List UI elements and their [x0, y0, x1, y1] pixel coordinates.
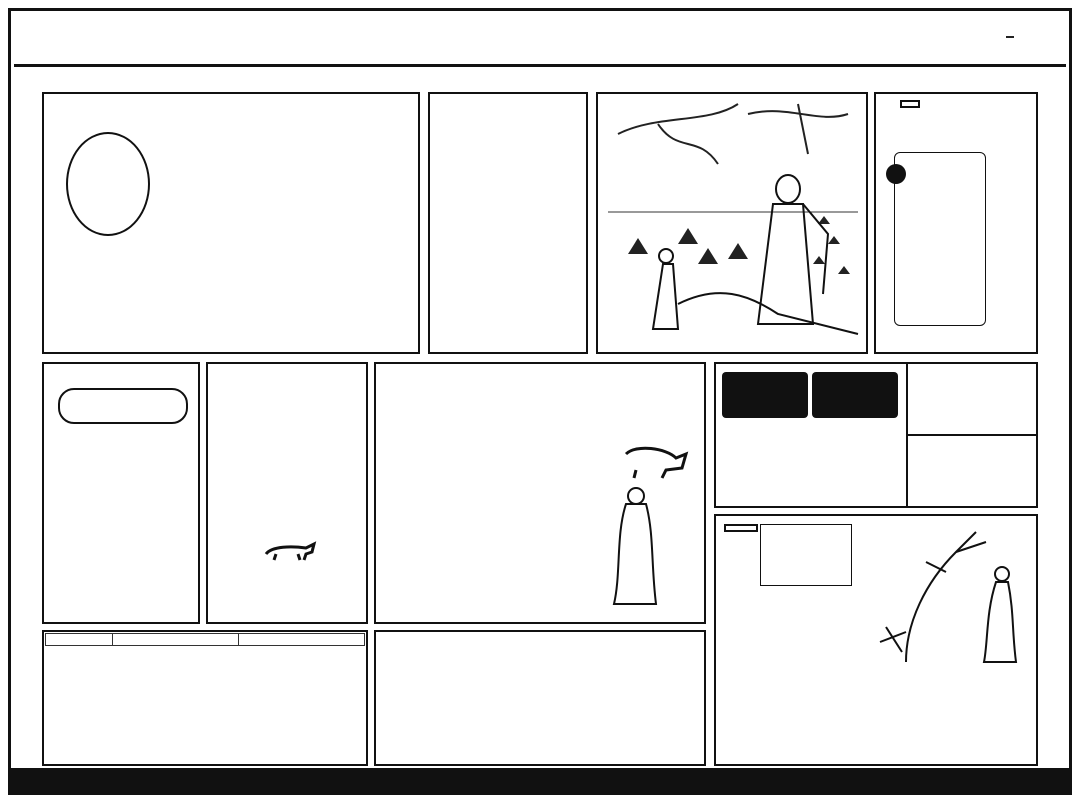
find-code-panel [874, 92, 1038, 354]
supply-panel [428, 92, 588, 354]
history-table [45, 633, 365, 646]
history-header-result [113, 634, 239, 646]
history-header-period [46, 634, 113, 646]
footer-bar [10, 768, 1070, 794]
edition-badge [1006, 36, 1014, 38]
history-panel [42, 630, 368, 766]
scholar-river-illustration [598, 94, 866, 352]
mark-six-strip-top [18, 68, 1062, 88]
ox-figure-illustration [596, 444, 700, 614]
header-divider [14, 64, 1066, 67]
mark-six-strip-left [16, 90, 38, 770]
special-title [58, 388, 188, 424]
book-picture [760, 524, 852, 586]
explain-label [724, 524, 758, 532]
masthead-panel [42, 92, 420, 354]
find-code-title [900, 100, 920, 108]
odd-even-panel [714, 362, 1038, 508]
mark-six-strip-right [1042, 90, 1064, 770]
spirit-columns [416, 434, 586, 614]
history-header-color [239, 634, 365, 646]
total-label-block [722, 372, 808, 418]
illustration-scholar-panel [596, 92, 868, 354]
scroll-shape [894, 152, 986, 326]
special-label-block [812, 372, 898, 418]
odd-even-hdivider [906, 434, 1036, 436]
explain-panel [714, 514, 1038, 766]
poem-panel [206, 362, 368, 624]
dog-icon [262, 540, 318, 562]
special-panel [42, 362, 200, 624]
sage-tree-illustration [866, 522, 1036, 672]
seal-stamp [66, 132, 150, 236]
oval-numbers-panel [374, 630, 706, 766]
spirit-code-panel [374, 362, 706, 624]
scroll-knob [886, 164, 906, 184]
